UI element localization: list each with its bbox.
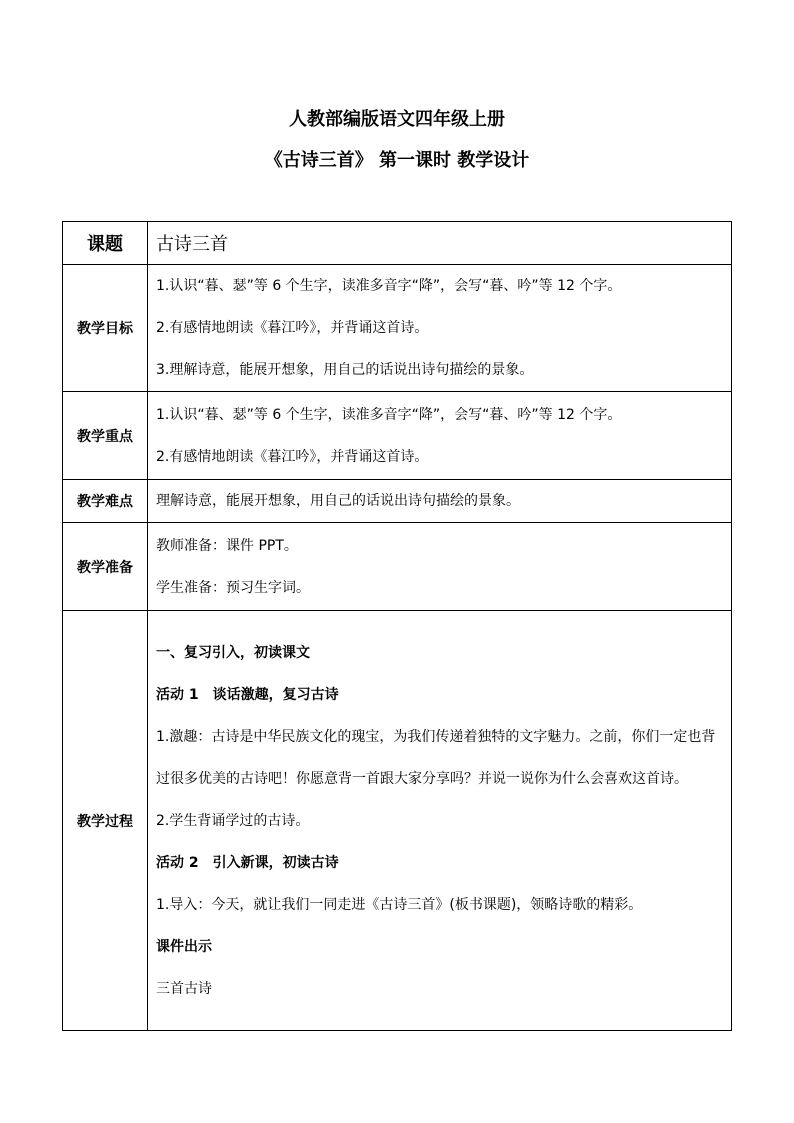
- activity-title: 谈话激趣，复习古诗: [212, 686, 339, 703]
- process-paragraph: 1.激趣：古诗是中华民族文化的瑰宝，为我们传递着独特的文字魅力。之前，你们一定也背过很多优美的古诗吧！你愿意背一首跟大家分享吗？并说一说你为什么会喜欢这首诗。: [156, 728, 716, 787]
- value-topic: 古诗三首: [148, 222, 732, 265]
- row-goals: [63, 265, 732, 392]
- key-point-line: 2.有感情地朗读《暮江吟》，并背诵这首诗。: [156, 448, 429, 465]
- process-paragraph: 2.学生背诵学过的古诗。: [156, 812, 310, 829]
- activity-number: 活动 2: [156, 854, 199, 871]
- activity-heading: [156, 842, 725, 884]
- label-goals: 教学目标: [63, 265, 148, 392]
- label-key-points: 教学重点: [63, 392, 148, 480]
- preparation-line: 教师准备：课件 PPT。: [156, 537, 298, 554]
- lesson-plan-table: [62, 221, 732, 1031]
- difficulties-content: [148, 480, 732, 523]
- activity-number: 活动 1: [156, 686, 199, 703]
- document-subtitle: 《古诗三首》 第一课时 教学设计: [264, 150, 530, 171]
- activity-heading: [156, 674, 725, 716]
- goals-content: [148, 265, 732, 392]
- label-topic: 课题: [63, 222, 148, 265]
- goal-line: 3.理解诗意，能展开想象，用自己的话说出诗句描绘的景象。: [156, 362, 534, 378]
- activity-title: 引入新课，初读古诗: [212, 854, 339, 871]
- row-difficulties: [63, 480, 732, 523]
- courseware-item: 三首古诗: [156, 980, 212, 997]
- preparation-line: 学生准备：预习生字词。: [156, 579, 310, 596]
- goal-line: 2.有感情地朗读《暮江吟》，并背诵这首诗。: [156, 320, 429, 336]
- row-key-points: [63, 392, 732, 480]
- document-title: 人教部编版语文四年级上册: [289, 109, 505, 130]
- row-topic: [63, 222, 732, 265]
- label-preparation: 教学准备: [63, 523, 148, 611]
- difficulty-line: 理解诗意，能展开想象，用自己的话说出诗句描绘的景象。: [156, 493, 520, 509]
- goal-line: 1.认识“暮、瑟”等 6 个生字，读准多音字“降”，会写“暮、吟”等 12 个字。: [156, 278, 622, 294]
- key-points-content: [148, 392, 732, 480]
- courseware-heading: 课件出示: [156, 938, 212, 955]
- key-point-line: 1.认识“暮、瑟”等 6 个生字，读准多音字“降”，会写“暮、吟”等 12 个字。: [156, 406, 622, 423]
- label-difficulties: 教学难点: [63, 480, 148, 523]
- process-content: [148, 611, 732, 1031]
- process-paragraph: 1.导入：今天，就让我们一同走进《古诗三首》(板书课题)，领略诗歌的精彩。: [156, 896, 643, 913]
- row-preparation: [63, 523, 732, 611]
- label-process: 教学过程: [63, 611, 148, 1031]
- section-heading: 一、复习引入，初读课文: [156, 644, 310, 661]
- row-process: [63, 611, 732, 1031]
- preparation-content: [148, 523, 732, 611]
